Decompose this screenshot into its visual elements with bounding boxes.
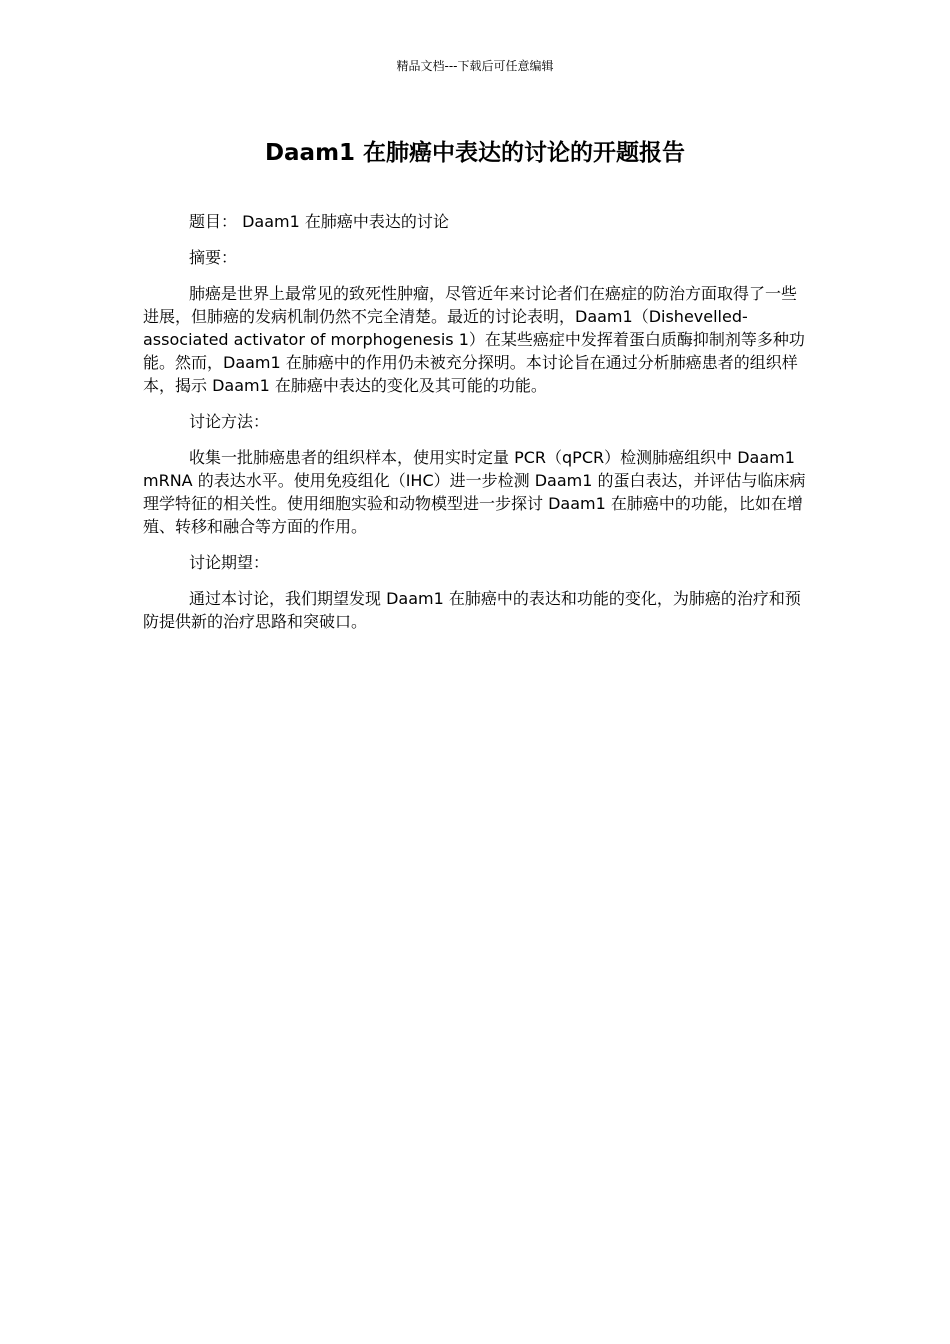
- page-header-note: 精品文档---下载后可任意编辑: [396, 59, 554, 73]
- abstract-heading: 摘要：: [189, 248, 238, 267]
- methods-paragraph: 收集一批肺癌患者的组织样本，使用实时定量 PCR（qPCR）检测肺癌组织中 Daam1 mRNA 的表达水平。使用免疫组化（IHC）进一步检测 Daam1 的蛋白表达，并评估与临床病理学特征的相关性。使用细胞实验和动物模型进一步探讨 Daam1 在肺癌中的功能，比如在增殖、转移和融合等方面的作用。: [143, 448, 806, 536]
- methods-heading: 讨论方法：: [189, 412, 270, 431]
- abstract-paragraph: 肺癌是世界上最常见的致死性肿瘤，尽管近年来讨论者们在癌症的防治方面取得了一些进展，但肺癌的发病机制仍然不完全清楚。最近的讨论表明，Daam1（Dishevelled-associated activator of morphogenesis 1）在某些癌症中发挥着蛋白质酶抑制剂等多种功能。然而，Daam1 在肺癌中的作用仍未被充分探明。本讨论旨在通过分析肺癌患者的组织样本，揭示 Daam1 在肺癌中表达的变化及其可能的功能。: [143, 284, 805, 395]
- document-body: [143, 210, 807, 646]
- document-title: Daam1 在肺癌中表达的讨论的开题报告: [264, 140, 686, 166]
- expectation-paragraph: 通过本讨论，我们期望发现 Daam1 在肺癌中的表达和功能的变化，为肺癌的治疗和预防提供新的治疗思路和突破口。: [143, 589, 801, 631]
- expectation-heading: 讨论期望：: [189, 553, 270, 572]
- topic-line: 题目： Daam1 在肺癌中表达的讨论: [189, 212, 449, 231]
